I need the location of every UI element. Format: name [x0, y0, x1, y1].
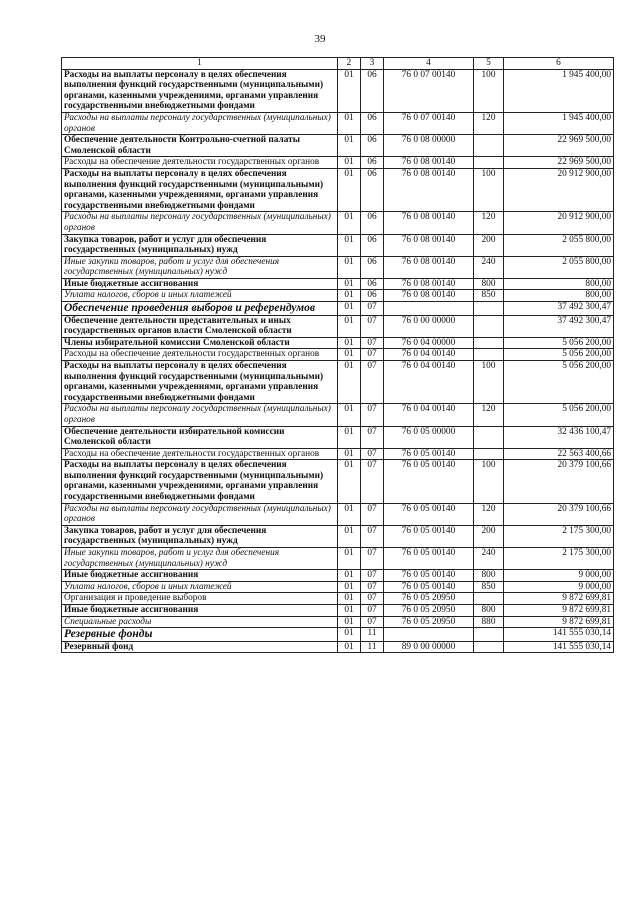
- table-row: [62, 525, 614, 547]
- row-target-article: 76 0 05 00140: [384, 448, 474, 460]
- row-subsection-code: 06: [361, 278, 384, 290]
- budget-table: [61, 57, 614, 653]
- row-amount: 37 492 300,47: [504, 302, 614, 316]
- row-section-code: 01: [338, 337, 361, 349]
- row-target-article: 76 0 05 00140: [384, 570, 474, 582]
- row-name: Расходы на выплаты персоналу в целях обеспечения выполнения функций государственными (муниципальными) органами, казенными учреждениями, органами управления государственными внебюджетными фондами: [62, 168, 338, 211]
- table-row: [62, 256, 614, 278]
- row-section-code: 01: [338, 448, 361, 460]
- row-expense-type: [474, 349, 504, 361]
- row-name: Расходы на обеспечение деятельности государственных органов: [62, 448, 338, 460]
- row-expense-type: 120: [474, 212, 504, 234]
- row-subsection-code: 07: [361, 349, 384, 361]
- row-section-code: 01: [338, 256, 361, 278]
- row-expense-type: 100: [474, 69, 504, 112]
- row-expense-type: 200: [474, 234, 504, 256]
- row-subsection-code: 06: [361, 290, 384, 302]
- row-name: Обеспечение деятельности избирательной комиссии Смоленской области: [62, 426, 338, 448]
- table-row: [62, 302, 614, 316]
- row-target-article: 76 0 05 20950: [384, 616, 474, 628]
- row-subsection-code: 07: [361, 337, 384, 349]
- row-expense-type: 800: [474, 605, 504, 617]
- row-name: Расходы на выплаты персоналу государственных (муниципальных) органов: [62, 404, 338, 426]
- row-expense-type: 120: [474, 404, 504, 426]
- table-row: [62, 404, 614, 426]
- row-name: Закупка товаров, работ и услуг для обеспечения государственных (муниципальных) нужд: [62, 525, 338, 547]
- row-name: Резервные фонды: [62, 628, 338, 642]
- header-col-2: 2: [338, 58, 361, 70]
- row-target-article: 76 0 08 00140: [384, 290, 474, 302]
- row-section-code: 01: [338, 69, 361, 112]
- row-expense-type: [474, 448, 504, 460]
- row-expense-type: [474, 593, 504, 605]
- row-target-article: 76 0 04 00140: [384, 360, 474, 403]
- row-expense-type: [474, 426, 504, 448]
- table-row: [62, 548, 614, 570]
- row-name: Закупка товаров, работ и услуг для обеспечения государственных (муниципальных) нужд: [62, 234, 338, 256]
- row-subsection-code: 07: [361, 503, 384, 525]
- row-amount: 20 379 100,66: [504, 503, 614, 525]
- row-subsection-code: 07: [361, 525, 384, 547]
- table-row: [62, 112, 614, 134]
- row-name: Расходы на выплаты персоналу в целях обеспечения выполнения функций государственными (муниципальными) органами, казенными учреждениями, органами управления государственными внебюджетными фондами: [62, 360, 338, 403]
- row-section-code: 01: [338, 302, 361, 316]
- row-name: Уплата налогов, сборов и иных платежей: [62, 581, 338, 593]
- row-amount: 1 945 400,00: [504, 69, 614, 112]
- row-amount: 22 969 500,00: [504, 157, 614, 169]
- row-name: Иные закупки товаров, работ и услуг для обеспечения государственных (муниципальных) нужд: [62, 256, 338, 278]
- row-target-article: 76 0 08 00140: [384, 212, 474, 234]
- row-amount: 2 055 800,00: [504, 234, 614, 256]
- row-amount: 9 872 699,81: [504, 605, 614, 617]
- row-expense-type: [474, 337, 504, 349]
- row-subsection-code: 07: [361, 360, 384, 403]
- row-amount: 800,00: [504, 290, 614, 302]
- table-row: [62, 605, 614, 617]
- row-amount: 20 912 900,00: [504, 168, 614, 211]
- row-target-article: 76 0 08 00140: [384, 234, 474, 256]
- row-section-code: 01: [338, 525, 361, 547]
- row-section-code: 01: [338, 212, 361, 234]
- row-target-article: 76 0 05 00140: [384, 525, 474, 547]
- row-target-article: 76 0 05 00140: [384, 581, 474, 593]
- row-expense-type: 100: [474, 168, 504, 211]
- row-section-code: 01: [338, 581, 361, 593]
- table-row: [62, 360, 614, 403]
- row-name: Расходы на выплаты персоналу государственных (муниципальных) органов: [62, 112, 338, 134]
- row-subsection-code: 06: [361, 112, 384, 134]
- table-row: [62, 337, 614, 349]
- row-section-code: 01: [338, 570, 361, 582]
- row-name: Расходы на обеспечение деятельности государственных органов: [62, 157, 338, 169]
- header-col-4: 4: [384, 58, 474, 70]
- row-amount: 37 492 300,47: [504, 315, 614, 337]
- table-row: [62, 290, 614, 302]
- row-target-article: 76 0 05 00140: [384, 548, 474, 570]
- row-section-code: 01: [338, 616, 361, 628]
- row-amount: 20 912 900,00: [504, 212, 614, 234]
- table-row: [62, 616, 614, 628]
- row-target-article: 89 0 00 00000: [384, 641, 474, 653]
- row-section-code: 01: [338, 168, 361, 211]
- row-amount: 22 969 500,00: [504, 135, 614, 157]
- row-subsection-code: 06: [361, 157, 384, 169]
- header-col-3: 3: [361, 58, 384, 70]
- row-expense-type: 800: [474, 278, 504, 290]
- table-row: [62, 212, 614, 234]
- table-row: [62, 168, 614, 211]
- row-target-article: 76 0 05 20950: [384, 605, 474, 617]
- row-name: Иные бюджетные ассигнования: [62, 605, 338, 617]
- row-target-article: 76 0 04 00140: [384, 349, 474, 361]
- row-amount: 9 000,00: [504, 570, 614, 582]
- row-name: Расходы на выплаты персоналу в целях обеспечения выполнения функций государственными (муниципальными) органами, казенными учреждениями, органами управления государственными внебюджетными фондами: [62, 69, 338, 112]
- row-subsection-code: 07: [361, 460, 384, 503]
- row-target-article: 76 0 05 00140: [384, 460, 474, 503]
- row-section-code: 01: [338, 157, 361, 169]
- table-body: [62, 69, 614, 653]
- row-amount: 5 056 200,00: [504, 349, 614, 361]
- table-row: [62, 628, 614, 642]
- row-target-article: [384, 302, 474, 316]
- row-expense-type: [474, 315, 504, 337]
- row-amount: 5 056 200,00: [504, 404, 614, 426]
- row-expense-type: 850: [474, 581, 504, 593]
- row-amount: 800,00: [504, 278, 614, 290]
- row-subsection-code: 06: [361, 135, 384, 157]
- row-name: Иные бюджетные ассигнования: [62, 278, 338, 290]
- row-expense-type: 800: [474, 570, 504, 582]
- row-amount: 5 056 200,00: [504, 360, 614, 403]
- row-section-code: 01: [338, 278, 361, 290]
- row-subsection-code: 07: [361, 570, 384, 582]
- header-col-5: 5: [474, 58, 504, 70]
- row-subsection-code: 07: [361, 605, 384, 617]
- row-subsection-code: 07: [361, 616, 384, 628]
- table-row: [62, 234, 614, 256]
- row-amount: 9 872 699,81: [504, 616, 614, 628]
- row-section-code: 01: [338, 349, 361, 361]
- row-section-code: 01: [338, 593, 361, 605]
- table-row: [62, 426, 614, 448]
- row-subsection-code: 06: [361, 256, 384, 278]
- row-amount: 20 379 100,66: [504, 460, 614, 503]
- row-name: Расходы на выплаты персоналу в целях обеспечения выполнения функций государственными (муниципальными) органами, казенными учреждениями, органами управления государственными внебюджетными фондами: [62, 460, 338, 503]
- table-row: [62, 69, 614, 112]
- row-amount: 141 555 030,14: [504, 628, 614, 642]
- row-name: Уплата налогов, сборов и иных платежей: [62, 290, 338, 302]
- row-expense-type: 200: [474, 525, 504, 547]
- row-name: Обеспечение деятельности Контрольно-счетной палаты Смоленской области: [62, 135, 338, 157]
- row-section-code: 01: [338, 628, 361, 642]
- row-section-code: 01: [338, 112, 361, 134]
- row-subsection-code: 07: [361, 302, 384, 316]
- row-subsection-code: 11: [361, 628, 384, 642]
- row-target-article: 76 0 05 20950: [384, 593, 474, 605]
- row-expense-type: [474, 157, 504, 169]
- row-expense-type: 850: [474, 290, 504, 302]
- row-section-code: 01: [338, 503, 361, 525]
- row-name: Обеспечение проведения выборов и референдумов: [62, 302, 338, 316]
- row-section-code: 01: [338, 404, 361, 426]
- row-target-article: 76 0 08 00000: [384, 135, 474, 157]
- row-expense-type: 240: [474, 256, 504, 278]
- row-section-code: 01: [338, 605, 361, 617]
- row-name: Расходы на выплаты персоналу государственных (муниципальных) органов: [62, 212, 338, 234]
- row-target-article: 76 0 08 00140: [384, 278, 474, 290]
- row-section-code: 01: [338, 360, 361, 403]
- row-subsection-code: 07: [361, 581, 384, 593]
- header-col-6: 6: [504, 58, 614, 70]
- row-subsection-code: 06: [361, 69, 384, 112]
- page-number: 39: [314, 33, 326, 45]
- row-amount: 1 945 400,00: [504, 112, 614, 134]
- row-target-article: 76 0 08 00140: [384, 256, 474, 278]
- row-subsection-code: 06: [361, 212, 384, 234]
- row-target-article: 76 0 07 00140: [384, 112, 474, 134]
- row-target-article: [384, 628, 474, 642]
- row-expense-type: 120: [474, 112, 504, 134]
- row-name: Организация и проведение выборов: [62, 593, 338, 605]
- row-target-article: 76 0 04 00140: [384, 404, 474, 426]
- table-row: [62, 315, 614, 337]
- row-expense-type: [474, 302, 504, 316]
- table-row: [62, 460, 614, 503]
- row-expense-type: 100: [474, 360, 504, 403]
- row-target-article: 76 0 00 00000: [384, 315, 474, 337]
- row-amount: 9 872 699,81: [504, 593, 614, 605]
- row-amount: 32 436 100,47: [504, 426, 614, 448]
- row-amount: 9 000,00: [504, 581, 614, 593]
- row-section-code: 01: [338, 234, 361, 256]
- row-section-code: 01: [338, 548, 361, 570]
- table-row: [62, 135, 614, 157]
- row-expense-type: [474, 641, 504, 653]
- table-row: [62, 581, 614, 593]
- row-name: Специальные расходы: [62, 616, 338, 628]
- row-subsection-code: 07: [361, 404, 384, 426]
- row-name: Расходы на обеспечение деятельности государственных органов: [62, 349, 338, 361]
- row-subsection-code: 11: [361, 641, 384, 653]
- row-name: Иные закупки товаров, работ и услуг для обеспечения государственных (муниципальных) нужд: [62, 548, 338, 570]
- row-section-code: 01: [338, 641, 361, 653]
- row-expense-type: [474, 628, 504, 642]
- row-section-code: 01: [338, 315, 361, 337]
- row-subsection-code: 06: [361, 168, 384, 211]
- row-name: Расходы на выплаты персоналу государственных (муниципальных) органов: [62, 503, 338, 525]
- row-name: Иные бюджетные ассигнования: [62, 570, 338, 582]
- row-amount: 141 555 030,14: [504, 641, 614, 653]
- row-subsection-code: 06: [361, 234, 384, 256]
- row-amount: 2 055 800,00: [504, 256, 614, 278]
- row-section-code: 01: [338, 426, 361, 448]
- row-amount: 22 563 400,66: [504, 448, 614, 460]
- row-section-code: 01: [338, 460, 361, 503]
- row-amount: 2 175 300,00: [504, 548, 614, 570]
- row-expense-type: 100: [474, 460, 504, 503]
- table-row: [62, 593, 614, 605]
- row-name: Резервный фонд: [62, 641, 338, 653]
- row-subsection-code: 07: [361, 448, 384, 460]
- row-subsection-code: 07: [361, 548, 384, 570]
- table-row: [62, 641, 614, 653]
- row-name: Обеспечение деятельности представительных и иных государственных органов власти Смоленской области: [62, 315, 338, 337]
- row-name: Члены избирательной комиссии Смоленской области: [62, 337, 338, 349]
- table-row: [62, 157, 614, 169]
- row-target-article: 76 0 08 00140: [384, 157, 474, 169]
- row-target-article: 76 0 07 00140: [384, 69, 474, 112]
- row-expense-type: 240: [474, 548, 504, 570]
- row-expense-type: [474, 135, 504, 157]
- table-row: [62, 503, 614, 525]
- row-subsection-code: 07: [361, 426, 384, 448]
- row-target-article: 76 0 08 00140: [384, 168, 474, 211]
- row-subsection-code: 07: [361, 593, 384, 605]
- row-target-article: 76 0 05 00140: [384, 503, 474, 525]
- table-row: [62, 278, 614, 290]
- row-target-article: 76 0 04 00000: [384, 337, 474, 349]
- table-row: [62, 570, 614, 582]
- row-target-article: 76 0 05 00000: [384, 426, 474, 448]
- row-section-code: 01: [338, 135, 361, 157]
- table-row: [62, 349, 614, 361]
- row-expense-type: 880: [474, 616, 504, 628]
- row-amount: 5 056 200,00: [504, 337, 614, 349]
- header-col-1: 1: [62, 58, 338, 70]
- row-expense-type: 120: [474, 503, 504, 525]
- row-amount: 2 175 300,00: [504, 525, 614, 547]
- row-subsection-code: 07: [361, 315, 384, 337]
- header-row: [62, 58, 614, 70]
- row-section-code: 01: [338, 290, 361, 302]
- table-row: [62, 448, 614, 460]
